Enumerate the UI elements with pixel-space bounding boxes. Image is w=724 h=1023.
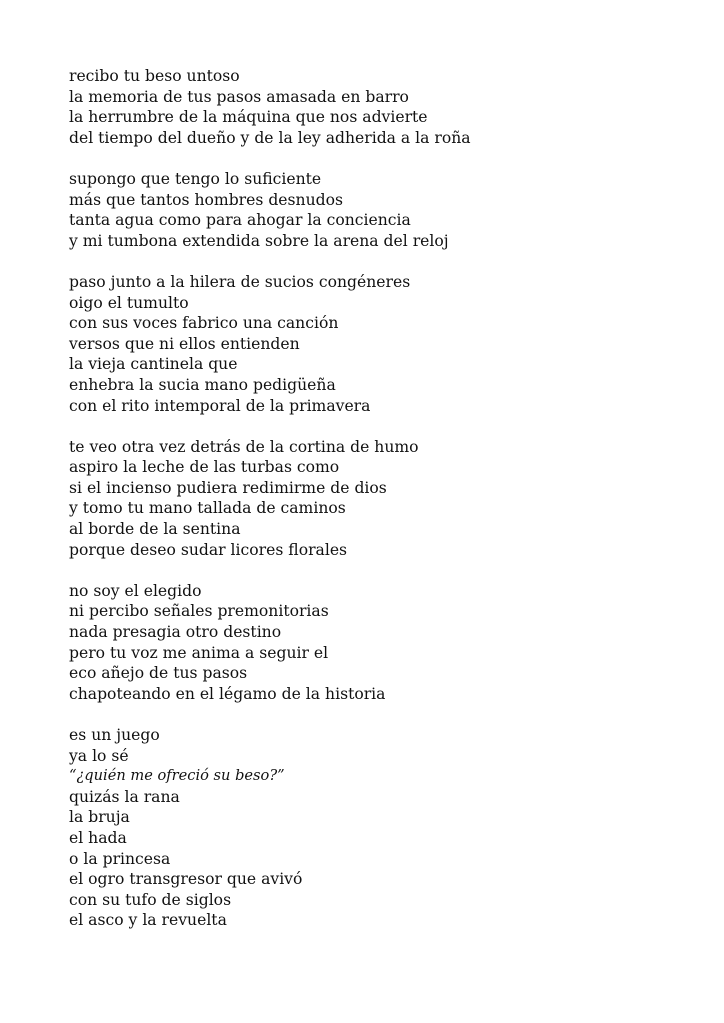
poem-line: quizás la rana [69,787,180,806]
poem-line: te veo otra vez detrás de la cortina de humo [69,437,419,456]
poem-line: si el incienso pudiera redimirme de dios [69,478,387,497]
poem-line: el ogro transgresor que avivó [69,870,303,889]
poem-line: supongo que tengo lo suficiente [69,169,322,188]
poem-line: es un juego [69,726,160,744]
poem-line: enhebra la sucia mano pedigüeña [69,375,336,394]
poem-line: ya lo sé [69,746,129,765]
poem-line: la vieja cantinela que [69,355,238,374]
poem-line: eco añejo de tus pasos [69,664,248,683]
stanza-1 [69,66,689,148]
poem-line: el hada [69,828,127,847]
poem-line: versos que ni ellos entienden [69,334,300,353]
poem-line: la bruja [69,808,130,827]
poem-line: la memoria de tus pasos amasada en barro [69,87,409,106]
poem-line: el asco y la revuelta [69,911,227,930]
poem-line: chapoteando en el légamo de la historia [69,684,386,703]
poem-line: al borde de la sentina [69,520,241,539]
poem-line: con sus voces fabrico una canción [69,314,339,333]
poem-line: porque deseo sudar licores florales [69,540,348,559]
poem-line-quote: “¿quién me ofreció su beso?” [69,767,285,785]
poem-line: pero tu voz me anima a seguir el [69,643,329,662]
stanza-4 [69,437,689,561]
poem-line: paso junto a la hilera de sucios congéneres [69,272,411,291]
poem-line: recibo tu beso untoso [69,67,240,85]
poem-line: con el rito intemporal de la primavera [69,396,371,415]
poem-line: con su tufo de siglos [69,890,232,909]
poem-line: y tomo tu mano tallada de caminos [69,499,346,518]
poem-line: oigo el tumulto [69,293,189,312]
poem-page [69,66,689,952]
poem-line: no soy el elegido [69,581,202,600]
stanza-5 [69,581,689,705]
stanza-3 [69,272,689,416]
stanza-2 [69,169,689,251]
poem-line: ni percibo señales premonitorias [69,602,329,621]
stanza-6 [69,725,689,931]
poem-line: o la princesa [69,849,171,868]
poem-line: más que tantos hombres desnudos [69,190,343,209]
poem-line: la herrumbre de la máquina que nos advierte [69,108,428,127]
poem-line: del tiempo del dueño y de la ley adherida a la roña [69,128,471,147]
poem-line: aspiro la leche de las turbas como [69,458,340,477]
poem-line: nada presagia otro destino [69,623,282,642]
poem-line: y mi tumbona extendida sobre la arena del reloj [69,231,449,250]
poem-line: tanta agua como para ahogar la conciencia [69,211,411,230]
